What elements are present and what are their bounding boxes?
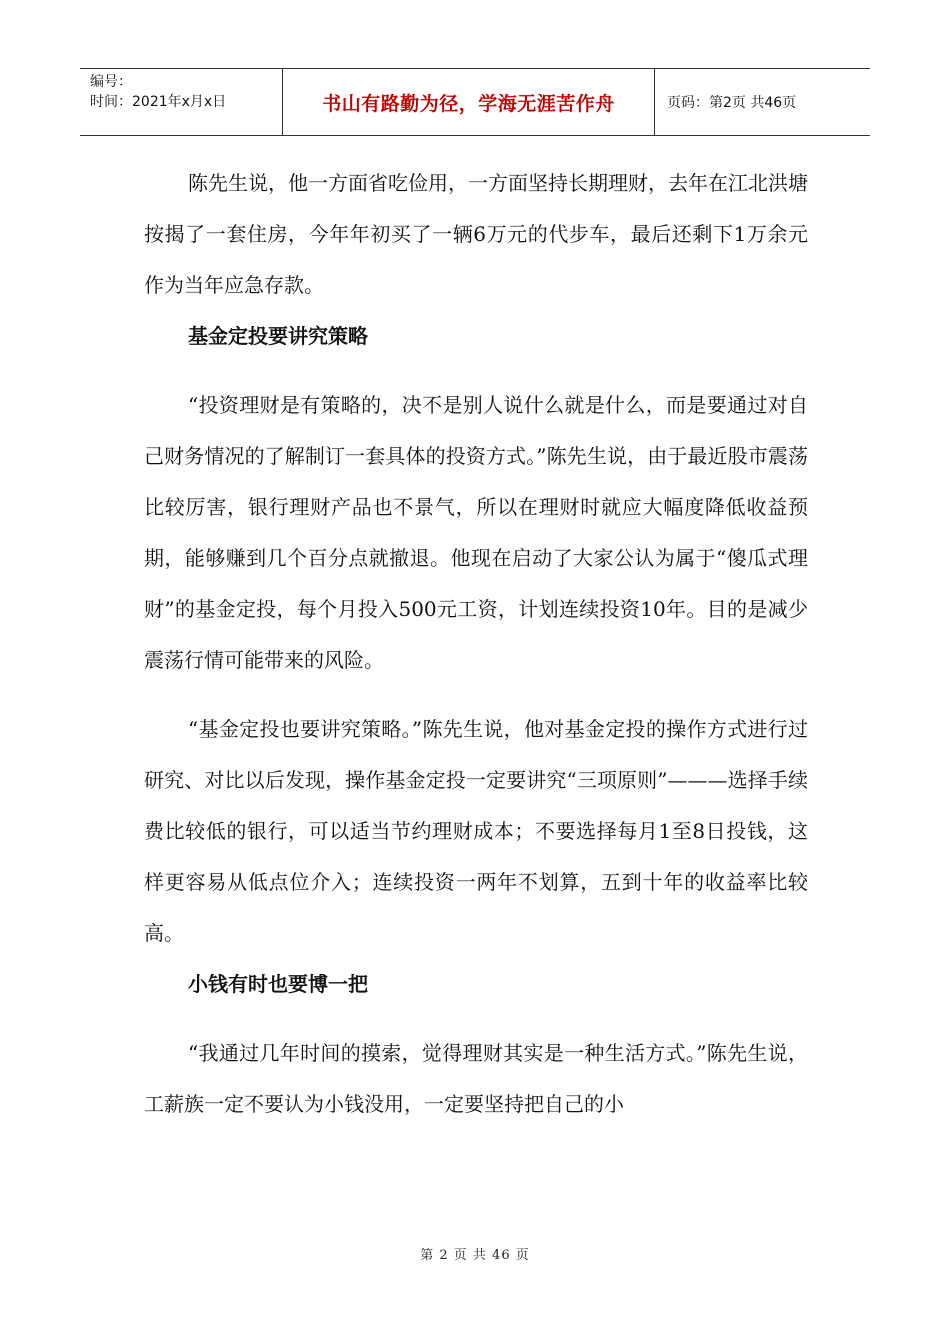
- paragraph-4: “我通过几年时间的摸索，觉得理财其实是一种生活方式。”陈先生说，工薪族一定不要认为小钱没用，一定要坚持把自己的小: [144, 1041, 808, 1116]
- header-page-info: 页码：第2页 共46页: [667, 95, 797, 111]
- section-heading-fund-investment: 基金定投要讲究策略: [188, 324, 368, 348]
- section-heading-small-money: 小钱有时也要博一把: [188, 972, 368, 996]
- header-meta-cell: [80, 69, 283, 135]
- paragraph-2: “投资理财是有策略的，决不是别人说什么就是什么，而是要通过对自己财务情况的了解制订一套具体的投资方式。”陈先生说，由于最近股市震荡比较厉害，银行理财产品也不景气，所以在理财时就应大幅度降低收益预期，能够赚到几个百分点就撤退。他现在启动了大家公认为属于“傻瓜式理财”的基金定投，每个月投入500元工资，计划连续投资10年。目的是减少震荡行情可能带来的风险。: [144, 393, 808, 672]
- page-footer: 第 2 页 共 46 页: [420, 1248, 530, 1263]
- document-body: [144, 158, 808, 1130]
- document-number-label: 编号：: [90, 74, 132, 90]
- document-time-label: 时间：2021年x月x日: [90, 94, 227, 110]
- paragraph-3: “基金定投也要讲究策略。”陈先生说，他对基金定投的操作方式进行过研究、对比以后发现，操作基金定投一定要讲究“三项原则”———选择手续费比较低的银行，可以适当节约理财成本；不要选择每月1至8日投钱，这样更容易从低点位介入；连续投资一两年不划算，五到十年的收益率比较高。: [144, 717, 808, 945]
- page-header: [80, 68, 870, 136]
- header-motto: 书山有路勤为径，学海无涯苦作舟: [283, 69, 655, 135]
- paragraph-1: 陈先生说，他一方面省吃俭用，一方面坚持长期理财，去年在江北洪塘按揭了一套住房，今年年初买了一辆6万元的代步车，最后还剩下1万余元作为当年应急存款。: [144, 171, 808, 297]
